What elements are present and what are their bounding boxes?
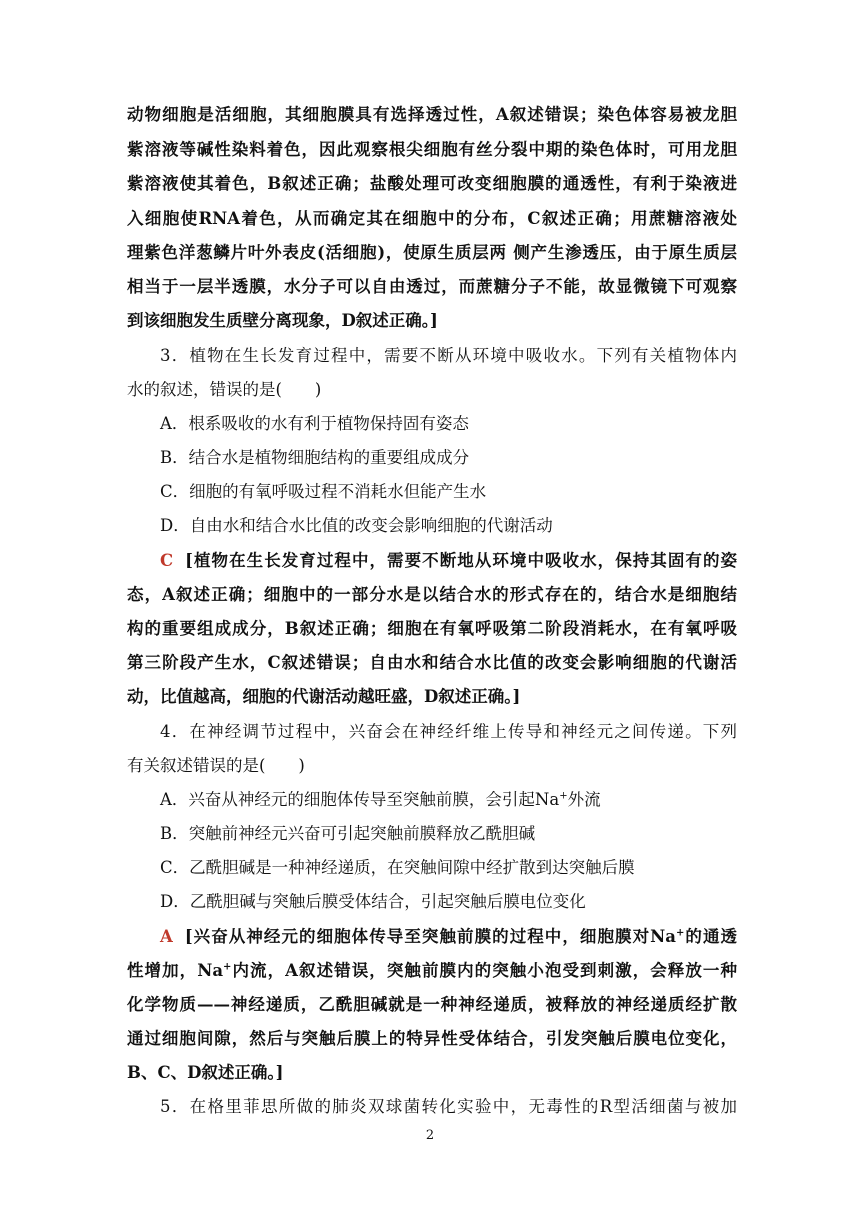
answer-line: 通过细胞间隙，然后与突触后膜上的特异性受体结合，引发突触后膜电位变化， (127, 1029, 737, 1048)
superscript: + (223, 961, 232, 973)
answer-line: 第三阶段产生水，C叙述错误；自由水和结合水比值的改变会影响细胞的代谢活 (127, 653, 737, 672)
text-line: 理紫色洋葱鳞片叶外表皮(活细胞)，使原生质层两 侧产生渗透压，由于原生质层 (127, 243, 737, 262)
option-text: 外流 (567, 790, 601, 809)
question-3-stem: 3．植物在生长发育过程中，需要不断从环境中吸收水。下列有关植物体内 (160, 346, 737, 365)
text-line: 紫溶液等碱性染料着色，因此观察根尖细胞有丝分裂中期的染色体时，可用龙胆 (127, 140, 737, 159)
option-c: C．乙酰胆碱是一种神经递质，在突触间隙中经扩散到达突触后膜 (160, 858, 635, 877)
question-4-stem: 有关叙述错误的是( ) (127, 756, 305, 775)
answer-text: [植物在生长发育过程中，需要不断地从环境中吸收水，保持其固有的姿 (185, 551, 737, 570)
text-line: 到该细胞发生质壁分离现象，D叙述正确。] (127, 311, 438, 330)
superscript: + (559, 790, 568, 802)
question-3-stem: 水的叙述，错误的是( ) (127, 380, 322, 399)
answer-line: 化学物质——神经递质，乙酰胆碱就是一种神经递质，被释放的神经递质经扩散 (127, 995, 737, 1014)
answer-line (127, 960, 737, 982)
option-b: B．结合水是植物细胞结构的重要组成成分 (160, 448, 470, 467)
text-line: 相当于一层半透膜，水分子可以自由透过，而蔗糖分子不能，故显微镜下可观察 (127, 277, 737, 296)
text-line: 入细胞使RNA着色，从而确定其在细胞中的分布，C叙述正确；用蔗糖溶液处 (127, 209, 737, 228)
answer-text: 内流，A叙述错误，突触前膜内的突触小泡受到刺激，会释放一种 (231, 961, 737, 980)
answer-line: B、C、D叙述正确。] (127, 1063, 284, 1082)
answer-text: 的通透 (684, 927, 737, 946)
option-text: A．兴奋从神经元的细胞体传导至突触前膜，会引起Na (160, 790, 560, 809)
option-a: A．根系吸收的水有利于植物保持固有姿态 (160, 414, 469, 433)
option-d: D．自由水和结合水比值的改变会影响细胞的代谢活动 (160, 516, 553, 535)
answer-text: [兴奋从神经元的细胞体传导至突触前膜的过程中，细胞膜对Na (184, 927, 676, 946)
option-a (160, 789, 737, 811)
option-c: C．细胞的有氧呼吸过程不消耗水但能产生水 (160, 482, 487, 501)
text-line: 紫溶液使其着色，B叙述正确；盐酸处理可改变细胞膜的通透性，有利于染液进 (127, 174, 737, 193)
question-4-stem: 4．在神经调节过程中，兴奋会在神经纤维上传导和神经元之间传递。下列 (160, 722, 737, 741)
option-d: D．乙酰胆碱与突触后膜受体结合，引起突触后膜电位变化 (160, 892, 586, 911)
option-b: B．突触前神经元兴奋可引起突触前膜释放乙酰胆碱 (160, 824, 536, 843)
superscript: + (675, 927, 685, 939)
answer-line: 动，比值越高，细胞的代谢活动越旺盛，D叙述正确。] (127, 687, 521, 706)
answer-line (160, 926, 737, 948)
page-number: 2 (425, 1128, 435, 1143)
answer-letter: C (160, 551, 174, 570)
answer-letter: A (160, 927, 173, 946)
question-5-stem: 5．在格里菲思所做的肺炎双球菌转化实验中，无毒性的R型活细菌与被加 (160, 1097, 737, 1116)
answer-line: 构的重要组成成分，B叙述正确；细胞在有氧呼吸第二阶段消耗水，在有氧呼吸 (127, 619, 737, 638)
answer-line (160, 550, 737, 572)
answer-line: 态，A叙述正确；细胞中的一部分水是以结合水的形式存在的，结合水是细胞结 (127, 585, 737, 604)
text-line: 动物细胞是活细胞，其细胞膜具有选择透过性，A叙述错误；染色体容易被龙胆 (127, 105, 737, 124)
answer-text: 性增加，Na (127, 961, 224, 980)
